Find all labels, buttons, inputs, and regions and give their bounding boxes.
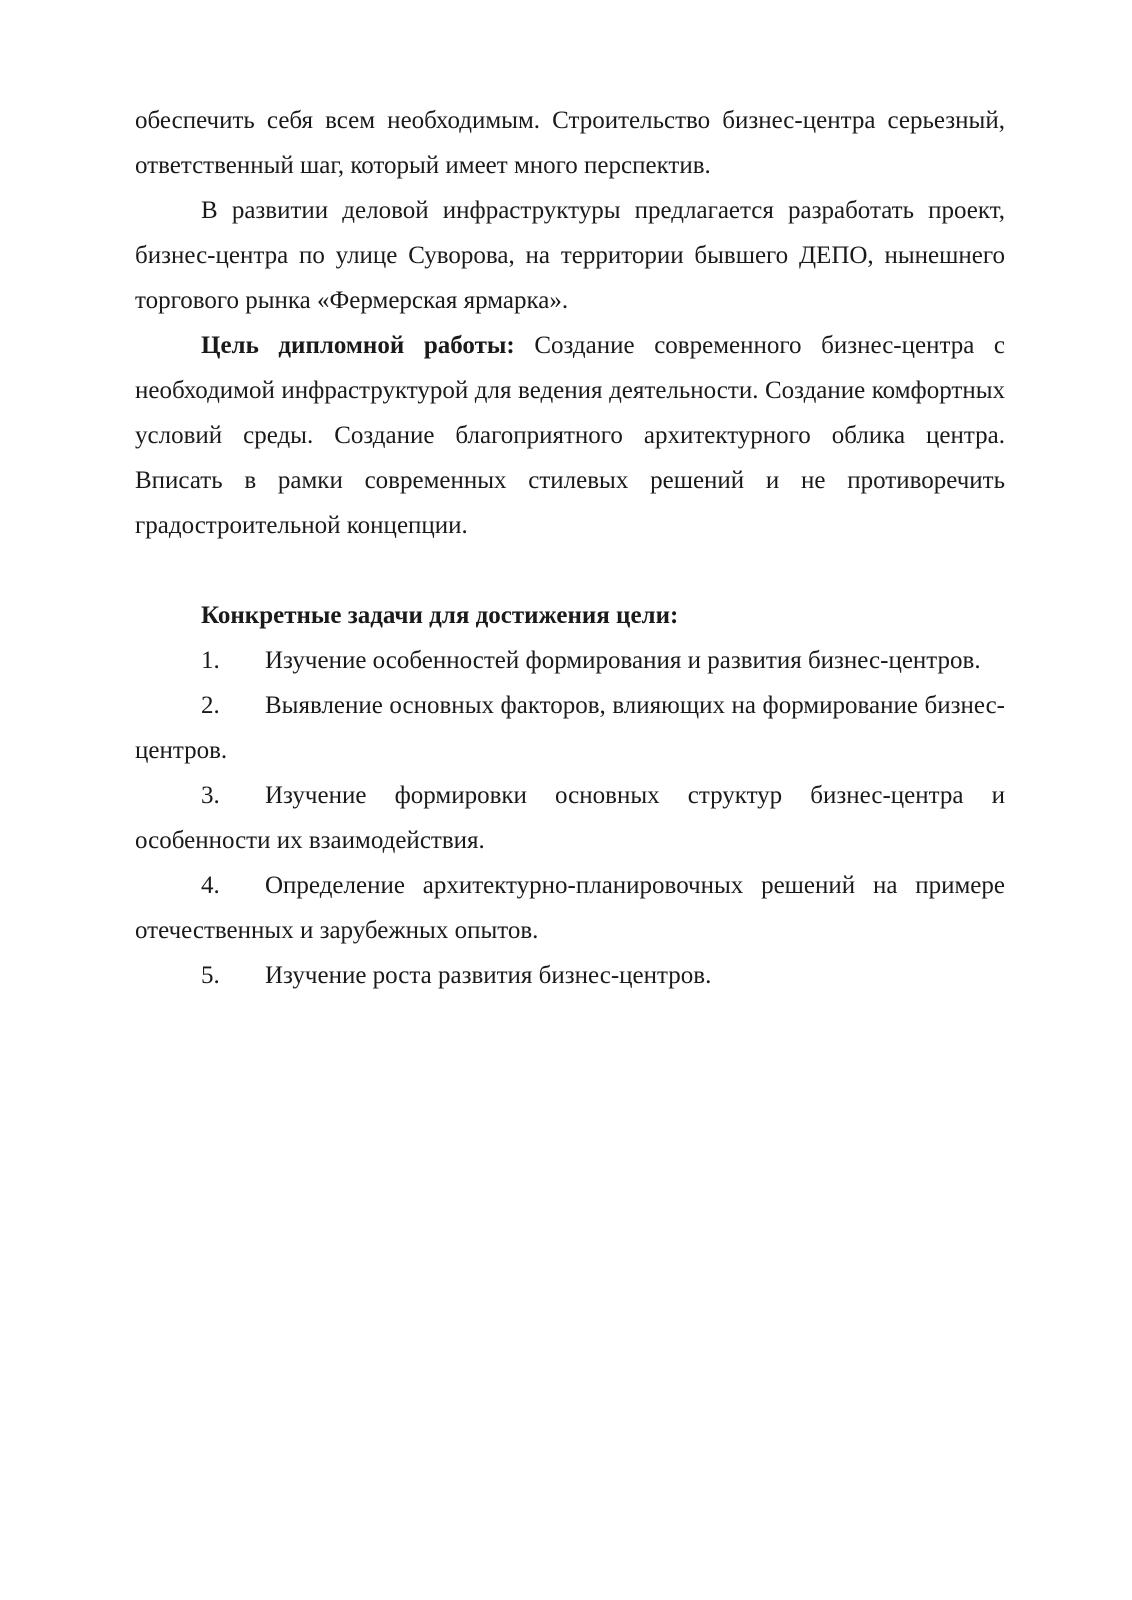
- task-text: Выявление основных факторов, влияющих на формирование бизнес-центров.: [135, 692, 1005, 764]
- task-item: [135, 953, 1005, 998]
- task-number: 3.: [201, 782, 220, 809]
- goal-label: Цель дипломной работы:: [201, 332, 515, 359]
- tasks-heading: Конкретные задачи для достижения цели:: [201, 602, 679, 629]
- document-body: [135, 98, 1005, 998]
- task-item: [135, 773, 1005, 863]
- task-text: Изучение формировки основных структур бизнес-центра и особенности их взаимодействия.: [135, 782, 1005, 854]
- task-number: 2.: [201, 692, 220, 719]
- paragraph-intro-continuation: обеспечить себя всем необходимым. Строительство бизнес-центра серьезный, ответственный шаг, который имеет много перспектив.: [135, 107, 1005, 179]
- task-number: 1.: [201, 647, 220, 674]
- paragraph-goal: [135, 323, 1005, 548]
- paragraph-infrastructure: В развитии деловой инфраструктуры предлагается разработать проект, бизнес-центра по улице Суворова, на территории бывшего ДЕПО, нынешнего торгового рынка «Фермерская ярмарка».: [135, 197, 1005, 314]
- goal-text: Создание современного бизнес-центра с необходимой инфраструктурой для ведения деятельности. Создание комфортных условий среды. Создание благоприятного архитектурного облика центра. Вписать в рамки современных стилевых решений и не противоречить градостроительной концепции.: [135, 332, 1005, 539]
- task-number: 5.: [201, 962, 220, 989]
- task-text: Изучение особенностей формирования и развития бизнес-центров.: [265, 647, 981, 674]
- task-number: 4.: [201, 872, 220, 899]
- task-text: Определение архитектурно-планировочных решений на примере отечественных и зарубежных опытов.: [135, 872, 1005, 944]
- task-item: [135, 863, 1005, 953]
- task-item: [135, 638, 1005, 683]
- task-text: Изучение роста развития бизнес-центров.: [265, 962, 712, 989]
- spacer: [135, 548, 1005, 593]
- task-item: [135, 683, 1005, 773]
